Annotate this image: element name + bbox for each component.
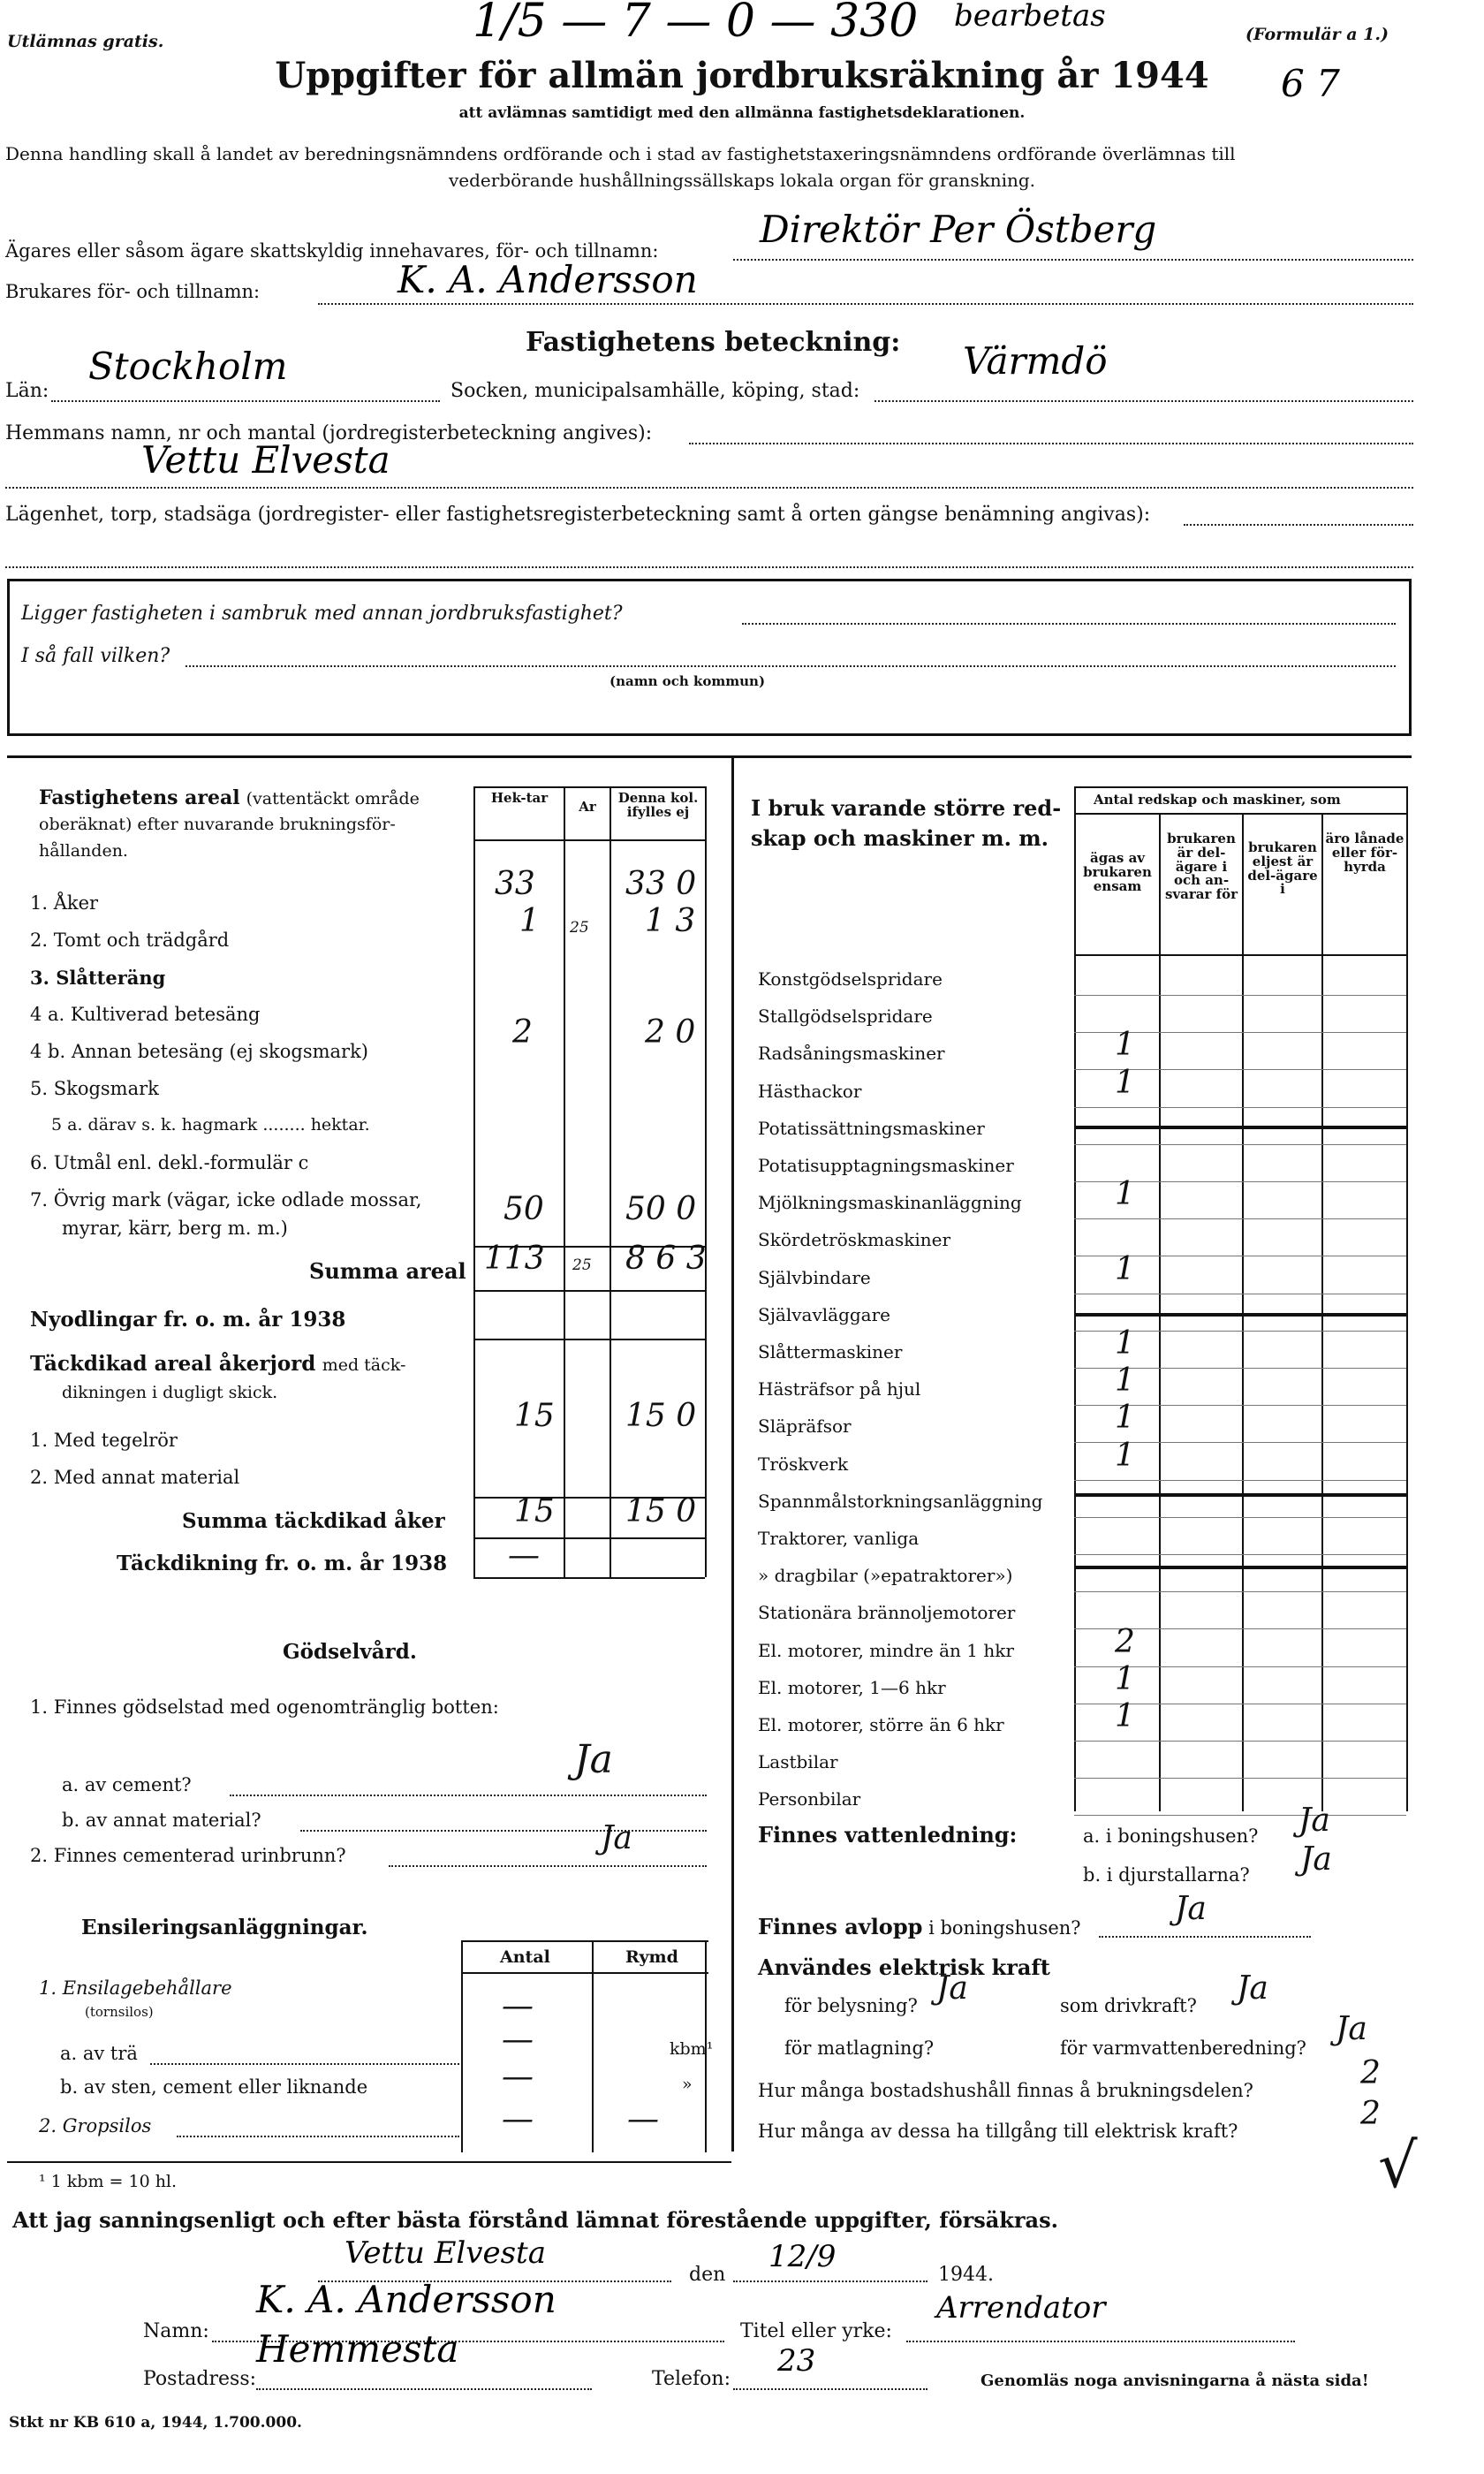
godsel-q1: 1. Finnes gödselstad med ogenomtränglig botten: (30, 1696, 499, 1718)
assurance: Att jag sanningsenligt och efter bästa förstånd lämnat förestående uppgifter, försäkras. (12, 2207, 1058, 2233)
ensil-col-antal: Antal (500, 1947, 550, 1967)
machine-row-count: 1 (1115, 1438, 1135, 1474)
area-row-ovrig-2: myrar, kärr, berg m. m.) (62, 1218, 288, 1239)
tack-row-annat: 2. Med annat material (30, 1467, 240, 1488)
machine-row-label: Slåttermaskiner (758, 1341, 903, 1362)
machine-row-label: Spannmålstorkningsanläggning (758, 1491, 1043, 1512)
tack-1938-value: — (508, 1537, 540, 1574)
ensil-unit: kbm¹ (670, 2039, 714, 2059)
machine-row-label: Släpräfsor (758, 1415, 852, 1437)
machine-row-count: 1 (1115, 1027, 1135, 1063)
name-label: Namn: (143, 2320, 209, 2342)
godsel-q1b: b. av annat material? (62, 1810, 261, 1831)
godsel-q1a: a. av cement? (62, 1774, 192, 1795)
tel-label: Telefon: (652, 2368, 731, 2390)
el-matlagning: för matlagning? (784, 2038, 935, 2059)
handwritten-page-number: 6 7 (1281, 62, 1340, 105)
tack-sum-kol: 15 0 (625, 1493, 697, 1529)
machine-row-label: El. motorer, mindre än 1 hkr (758, 1640, 1014, 1661)
tack-1938-label: Täckdikning fr. o. m. år 1938 (117, 1552, 448, 1575)
ovrig-hektar: 50 (504, 1191, 544, 1227)
machine-row-label: Traktorer, vanliga (758, 1528, 920, 1549)
form-subtitle: att avlämnas samtidigt med den allmänna fastighetsdeklarationen. (458, 104, 1026, 122)
machine-row-label: El. motorer, större än 6 hkr (758, 1714, 1004, 1735)
property-heading: Fastighetens beteckning: (526, 327, 901, 358)
machine-row-label: Potatisupptagningsmaskiner (758, 1155, 1014, 1176)
machines-col3: brukaren eljest är del-ägare i (1247, 839, 1318, 898)
ensil-r2-rymd: — (627, 2101, 659, 2137)
post-label: Postadress: (143, 2368, 257, 2390)
sum-kol: 8 6 3 (625, 1241, 707, 1277)
annan-kol: 2 0 (645, 1014, 696, 1051)
godsel-q2: 2. Finnes cementerad urinbrunn? (30, 1845, 346, 1866)
area-row-tomt: 2. Tomt och trädgård (30, 930, 230, 951)
sum-areal-label: Summa areal (309, 1258, 466, 1284)
aker-kol: 33 0 (625, 866, 697, 902)
machines-col4: äro lånade eller för-hyrda (1325, 831, 1404, 875)
ensil-r2: 2. Gropsilos (39, 2115, 152, 2136)
ensil-r1a: a. av trä (60, 2043, 138, 2064)
machines-col-top: Antal redskap och maskiner, som (1094, 792, 1341, 808)
hushall-el-label: Hur många av dessa ha tillgång till elektrisk kraft? (758, 2121, 1238, 2142)
water-b-val: Ja (1300, 1841, 1332, 1878)
water-a: a. i boningshusen? (1083, 1825, 1259, 1847)
el-drivkraft-val: Ja (1237, 1970, 1268, 2007)
machine-row-label: Självbindare (758, 1267, 871, 1288)
form-title: Uppgifter för allmän jordbruksräkning år 1944 (275, 55, 1209, 96)
machine-row-count: 1 (1115, 1698, 1135, 1734)
check-mark: √ (1378, 2129, 1418, 2202)
tegelror-kol: 15 0 (625, 1398, 697, 1434)
sambruk-which: I så fall vilken? (21, 645, 170, 667)
col-ar: Ar (579, 799, 596, 815)
handwritten-archive-number: 1/5 — 7 — 0 — 330 (473, 0, 919, 48)
water-b: b. i djurstallarna? (1083, 1864, 1250, 1886)
machines-col2: brukaren är del-ägare i och an-svarar för (1165, 831, 1238, 902)
ovrig-kol: 50 0 (625, 1191, 697, 1227)
farm-label: Hemmans namn, nr och mantal (jordregisterbeteckning angives): (5, 422, 653, 444)
machine-row-label: Potatissättningsmaskiner (758, 1118, 985, 1139)
area-heading-3: hållanden. (39, 841, 128, 861)
area-row-skogsmark: 5. Skogsmark (30, 1078, 159, 1099)
sambruk-question: Ligger fastigheten i sambruk med annan jordbruksfastighet? (21, 603, 623, 625)
hushall-label: Hur många bostadshushåll finnas å brukningsdelen? (758, 2080, 1253, 2101)
machine-row-label: Tröskverk (758, 1453, 849, 1475)
machine-row-count: 1 (1115, 1362, 1135, 1399)
water-heading: Finnes vattenledning: (758, 1822, 1018, 1848)
name-value: K. A. Andersson (256, 2278, 556, 2321)
machine-row-label: Konstgödselspridare (758, 968, 943, 990)
machine-row-label: El. motorer, 1—6 hkr (758, 1677, 946, 1698)
machine-row-label: Stallgödselspridare (758, 1006, 933, 1027)
machine-row-count: 1 (1115, 1065, 1135, 1101)
read-note: Genomläs noga anvisningarna å nästa sida! (980, 2372, 1369, 2390)
machine-row-label: Lastbilar (758, 1751, 838, 1772)
ensil-r1-antal: — (502, 1988, 534, 2024)
print-info: Stkt nr KB 610 a, 1944, 1.700.000. (9, 2414, 302, 2432)
water-a-val: Ja (1298, 1802, 1330, 1839)
machine-row-label: Stationära brännoljemotorer (758, 1602, 1016, 1623)
sign-date: 12/9 (768, 2239, 837, 2274)
sum-hektar: 113 (484, 1241, 545, 1277)
ensil-r1a-antal: — (502, 2022, 534, 2058)
post-value: Hemmesta (256, 2327, 459, 2371)
machines-col1: ägas av brukaren ensam (1083, 850, 1152, 894)
machine-row-count: 1 (1115, 1325, 1135, 1362)
area-row-annan-beteshag: 4 b. Annan betesäng (ej skogsmark) (30, 1041, 369, 1062)
hushall-val: 2 (1360, 2055, 1381, 2091)
machine-row-label: Självavläggare (758, 1304, 890, 1325)
ensil-r1: 1. Ensilagebehållare (39, 1977, 232, 1999)
parish-label: Socken, municipalsamhälle, köping, stad: (450, 380, 860, 402)
godsel-heading: Gödselvård. (283, 1640, 417, 1664)
parish-value: Värmdö (963, 339, 1108, 383)
area-row-aker: 1. Åker (30, 892, 99, 914)
free-label: Utlämnas gratis. (7, 32, 164, 51)
farm-value: Vettu Elvesta (141, 438, 390, 482)
avlopp: Finnes avlopp i boningshusen? (758, 1914, 1081, 1939)
avlopp-val: Ja (1175, 1891, 1207, 1927)
machine-row-label: Hästhackor (758, 1081, 862, 1102)
area-row-utmal: 6. Utmål enl. dekl.-formulär c (30, 1152, 309, 1173)
el-heading: Användes elektrisk kraft (758, 1954, 1050, 1980)
ensil-footnote: ¹ 1 kbm = 10 hl. (39, 2172, 178, 2191)
instruction-line-2: vederbörande hushållningssällskaps lokala organ för granskning. (448, 170, 1036, 191)
machine-row-count: 1 (1115, 1400, 1135, 1436)
holding-label: Lägenhet, torp, stadsäga (jordregister- eller fastighetsregisterbeteckning samt å orten gängse benämning angivas): (5, 504, 1151, 526)
sum-ar: 25 (572, 1256, 592, 1274)
tack-heading-2: dikningen i dugligt skick. (62, 1383, 278, 1402)
machine-row-label: Personbilar (758, 1788, 861, 1810)
col-hektar: Hek-tar (490, 790, 549, 806)
tack-heading: Täckdikad areal åkerjord med täck- (30, 1352, 406, 1376)
machine-row-count: 1 (1115, 1661, 1135, 1697)
area-row-hagmark: 5 a. därav s. k. hagmark ........ hektar. (51, 1115, 370, 1135)
machine-row-count: 1 (1115, 1176, 1135, 1212)
owner-value: Direktör Per Östberg (760, 208, 1157, 251)
machine-row-label: Radsåningsmaskiner (758, 1043, 945, 1064)
ensil-r1-sub: (tornsilos) (85, 2004, 154, 2020)
owner-label: Ägares eller såsom ägare skattskyldig innehavares, för- och tillnamn: (5, 240, 659, 262)
tegelror-hektar: 15 (514, 1398, 555, 1434)
sign-place: Vettu Elvesta (344, 2235, 546, 2271)
user-value: K. A. Andersson (398, 258, 698, 301)
tel-value: 23 (777, 2343, 816, 2379)
el-varmvatten-val: Ja (1336, 2011, 1367, 2047)
county-label: Län: (5, 380, 49, 402)
area-row-ovrig: 7. Övrig mark (vägar, icke odlade mossar, (30, 1189, 422, 1210)
tack-sum-hektar: 15 (514, 1493, 555, 1529)
sign-den: den (689, 2264, 726, 2286)
area-row-slatteraang: 3. Slåtteräng (30, 967, 166, 989)
area-row-kultiverad: 4 a. Kultiverad betesäng (30, 1004, 261, 1025)
ensil-r1b-antal: — (502, 2059, 534, 2095)
machine-row-label: Hästräfsor på hjul (758, 1378, 921, 1400)
annan-hektar: 2 (512, 1014, 533, 1051)
tomt-ar: 25 (570, 919, 589, 937)
form-label: (Formulär a 1.) (1246, 25, 1389, 44)
user-label: Brukares för- och tillnamn: (5, 281, 261, 302)
tomt-hektar: 1 (519, 903, 540, 939)
ensil-r1b: b. av sten, cement eller liknande (60, 2076, 368, 2098)
area-heading: Fastighetens areal (vattentäckt område (39, 786, 420, 809)
tomt-kol: 1 3 (645, 903, 696, 939)
machine-row-label: Mjölkningsmaskinanläggning (758, 1192, 1022, 1213)
el-belysning: för belysning? (784, 1995, 918, 2016)
el-varmvatten: för varmvattenberedning? (1060, 2038, 1306, 2059)
sambruk-note: (namn och kommun) (610, 673, 766, 689)
county-value: Stockholm (88, 345, 288, 388)
machine-row-count: 2 (1115, 1624, 1135, 1660)
tack-sum-label: Summa täckdikad åker (182, 1509, 445, 1533)
godsel-a1: Ja (574, 1737, 613, 1782)
aker-hektar: 33 (495, 866, 535, 902)
title-label: Titel eller yrke: (740, 2320, 892, 2342)
machine-row-label: » dragbilar (»epatraktorer») (758, 1565, 1013, 1586)
handwritten-note: bearbetas (954, 0, 1106, 34)
machine-row-count: 1 (1115, 1251, 1135, 1287)
machines-heading-2: skap och maskiner m. m. (751, 825, 1049, 851)
el-drivkraft: som drivkraft? (1060, 1995, 1197, 2016)
sign-year: 1944. (938, 2264, 994, 2286)
ensil-col-rymd: Rymd (625, 1947, 678, 1967)
el-belysning-val: Ja (936, 1970, 968, 2007)
ensil-ditto: » (682, 2075, 693, 2094)
nyodling-label: Nyodlingar fr. o. m. år 1938 (30, 1308, 346, 1332)
instruction-line-1: Denna handling skall å landet av beredningsnämndens ordförande och i stad av fastighetstaxeringsnämndens ordförande överlämnas till (5, 143, 1236, 164)
machines-heading-1: I bruk varande större red- (751, 795, 1062, 821)
area-heading-2: oberäknat) efter nuvarande brukningsför- (39, 815, 396, 834)
title-value: Arrendator (936, 2290, 1106, 2326)
ensil-heading: Ensileringsanläggningar. (81, 1916, 368, 1939)
tack-row-tegelror: 1. Med tegelrör (30, 1430, 178, 1451)
godsel-a2: Ja (601, 1820, 632, 1856)
col-kol: Denna kol. ifylles ej (617, 790, 699, 820)
machine-row-label: Skördetröskmaskiner (758, 1229, 951, 1250)
ensil-r2-antal: — (502, 2101, 534, 2137)
hushall-el-val: 2 (1360, 2096, 1381, 2132)
